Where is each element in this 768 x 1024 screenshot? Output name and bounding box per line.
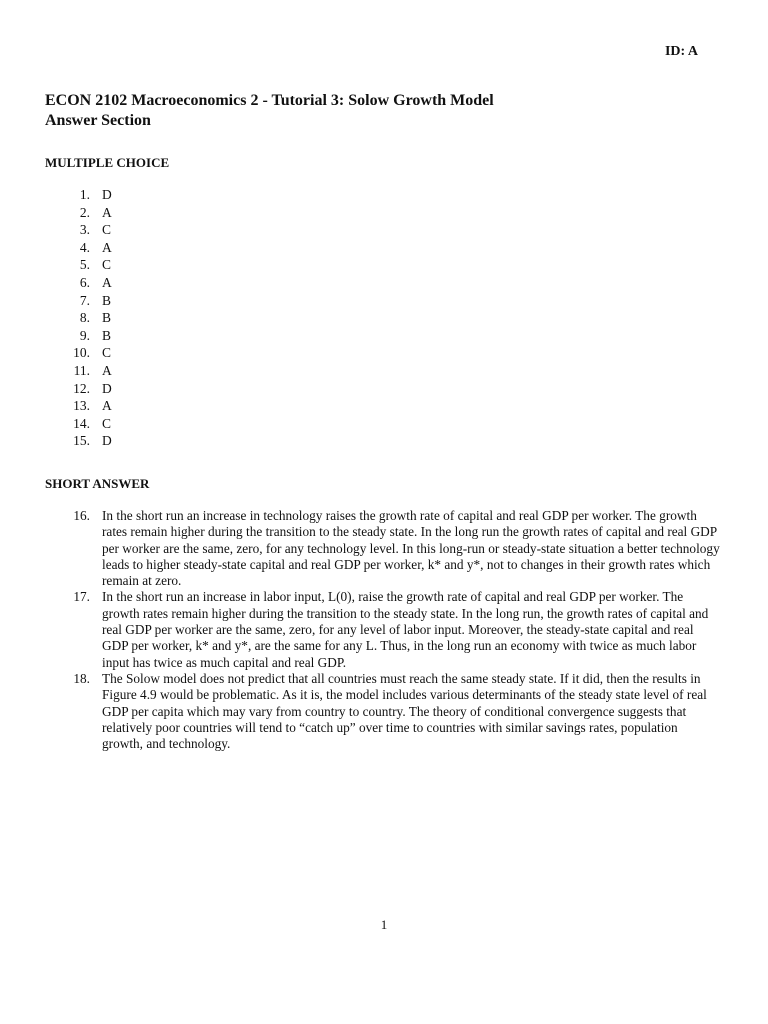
mc-answer-letter: B xyxy=(102,292,112,308)
mc-answer-letter: D xyxy=(102,380,112,396)
mc-answer-item xyxy=(60,397,112,415)
sa-question-number: 18. xyxy=(73,670,90,686)
mc-answer-item xyxy=(60,380,112,398)
sa-answer-item xyxy=(60,671,720,752)
sa-answer-text: In the short run an increase in labor input, L(0), raise the growth rate of capital and real GDP per worker. The growth rates remain higher during the transition to the steady state. In the long run, the growth rates of capital and real GDP per worker are the same, zero, for any level of labor input. Moreover, the steady-state capital and real GDP per worker, k* and y*, are the same for any L. Thus, in the long run an economy with twice as much labor input has twice as much capital and real GDP. xyxy=(102,589,709,670)
document-title xyxy=(45,91,494,131)
mc-answer-letter: C xyxy=(102,257,112,273)
mc-question-number: 13. xyxy=(73,398,90,414)
mc-question-number: 9. xyxy=(79,327,90,343)
mc-answer-item xyxy=(60,309,112,327)
title-line-section: Answer Section xyxy=(45,112,151,129)
mc-question-number: 12. xyxy=(73,380,90,396)
mc-question-number: 3. xyxy=(79,222,90,238)
mc-question-number: 14. xyxy=(73,415,90,431)
mc-question-number: 5. xyxy=(79,257,90,273)
mc-answer-letter: A xyxy=(102,239,112,255)
mc-answer-item xyxy=(60,186,112,204)
short-answer-heading: SHORT ANSWER xyxy=(45,476,150,491)
mc-answer-item xyxy=(60,256,112,274)
mc-answer-letter: C xyxy=(102,415,112,431)
page-number: 1 xyxy=(380,917,388,932)
document-id-label: ID: A xyxy=(664,44,698,59)
mc-question-number: 6. xyxy=(79,274,90,290)
mc-answer-letter: A xyxy=(102,274,112,290)
sa-answer-item xyxy=(60,508,720,589)
mc-answer-letter: C xyxy=(102,345,112,361)
sa-question-number: 17. xyxy=(73,589,90,605)
multiple-choice-answer-list xyxy=(60,186,112,450)
mc-question-number: 1. xyxy=(79,187,90,202)
mc-answer-letter: A xyxy=(102,204,112,220)
sa-answer-item xyxy=(60,589,720,670)
sa-answer-text: The Solow model does not predict that all countries must reach the same steady state. If it did, then the results in Figure 4.9 would be problematic. As it is, the model includes various determinants of the steady state level of real GDP per capita which may vary from country to country. The theory of conditional convergence suggests that relatively poor countries will tend to “catch up” over time to countries with similar savings rates, population growth, and technology. xyxy=(102,670,707,752)
mc-answer-letter: B xyxy=(102,310,112,326)
mc-question-number: 2. xyxy=(79,204,90,220)
mc-answer-letter: C xyxy=(102,222,112,238)
title-line-course: ECON 2102 Macroeconomics 2 - Tutorial 3: Solow Growth Model xyxy=(45,92,494,109)
mc-answer-item xyxy=(60,327,112,345)
mc-answer-letter: D xyxy=(102,187,112,202)
mc-question-number: 10. xyxy=(73,345,90,361)
multiple-choice-heading: MULTIPLE CHOICE xyxy=(45,155,170,170)
mc-answer-item xyxy=(60,415,112,433)
mc-answer-item xyxy=(60,239,112,257)
mc-answer-letter: A xyxy=(102,398,112,414)
mc-question-number: 11. xyxy=(73,362,90,378)
mc-answer-item xyxy=(60,432,112,450)
sa-question-number: 16. xyxy=(73,508,90,523)
mc-question-number: 7. xyxy=(79,292,90,308)
mc-answer-item xyxy=(60,274,112,292)
mc-question-number: 15. xyxy=(73,433,90,449)
mc-answer-item xyxy=(60,221,112,239)
mc-answer-item xyxy=(60,292,112,310)
mc-answer-item xyxy=(60,204,112,222)
mc-question-number: 4. xyxy=(79,239,90,255)
mc-answer-letter: A xyxy=(102,362,112,378)
mc-answer-letter: B xyxy=(102,327,112,343)
sa-answer-text: In the short run an increase in technology raises the growth rate of capital and real GDP per worker. The growth rates remain higher during the transition to the steady state. In the long run the growth rates of capital and real GDP per worker are the same, zero, for any technology level. In this long-run or steady-state situation a better technology leads to higher steady-state capital and real GDP per worker, k* and y*, not to changes in their growth rates which remain at zero. xyxy=(102,508,720,589)
mc-answer-item xyxy=(60,362,112,380)
short-answer-list xyxy=(60,508,720,752)
mc-answer-letter: D xyxy=(102,433,112,449)
mc-answer-item xyxy=(60,344,112,362)
mc-question-number: 8. xyxy=(79,310,90,326)
